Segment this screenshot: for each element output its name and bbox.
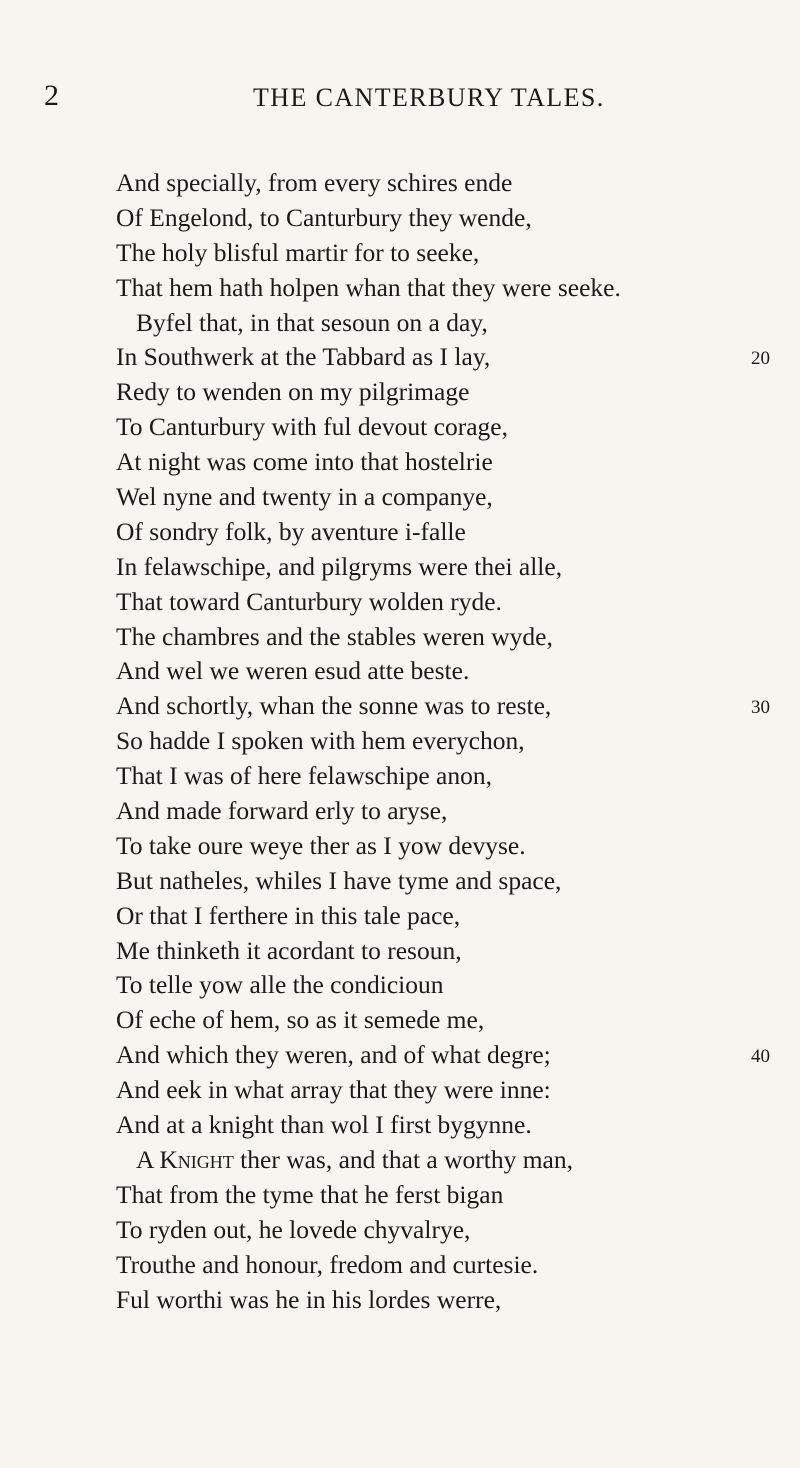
verse-line <box>0 306 800 341</box>
verse-line-text: The chambres and the stables weren wyde, <box>116 621 553 651</box>
verse-line-text: Me thinketh it acordant to resoun, <box>116 935 462 965</box>
line-number: 30 <box>751 697 770 719</box>
running-title: THE CANTERBURY TALES. <box>253 83 605 112</box>
verse-line-text: Of eche of hem, so as it semede me, <box>116 1005 485 1035</box>
verse-line-text: And eek in what array that they were inne: <box>116 1075 551 1105</box>
verse-line <box>0 899 800 934</box>
verse-line-text: And at a knight than wol I first bygynne. <box>116 1110 532 1140</box>
verse-line <box>0 375 800 410</box>
verse-line-text: And wel we weren esud atte beste. <box>116 656 470 686</box>
verse-line-text: Trouthe and honour, fredom and curtesie. <box>116 1249 539 1279</box>
verse-line <box>0 1213 800 1248</box>
line-number: 20 <box>751 348 770 370</box>
verse-line-prefix: A <box>136 1144 160 1174</box>
verse-line <box>0 759 800 794</box>
verse-line-text: That I was of here felawschipe anon, <box>116 761 492 791</box>
verse-line <box>0 864 800 899</box>
verse-line <box>0 515 800 550</box>
verse-line-text: To ryden out, he lovede chyvalrye, <box>116 1214 471 1244</box>
verse-line <box>0 1143 800 1178</box>
verse-line <box>0 480 800 515</box>
verse-line-text: And which they weren, and of what degre; <box>116 1040 551 1070</box>
verse-line <box>0 794 800 829</box>
verse-line <box>0 1178 800 1213</box>
verse-line <box>0 236 800 271</box>
verse-line-text: Of Engelond, to Canturbury they wende, <box>116 202 532 232</box>
verse-line-text <box>136 1143 573 1178</box>
verse-line <box>0 934 800 969</box>
verse-line <box>0 201 800 236</box>
verse-line-text: And specially, from every schires ende <box>116 168 513 197</box>
verse-line <box>0 620 800 655</box>
verse-line <box>0 1073 800 1108</box>
verse-line-text: And made forward erly to aryse, <box>116 796 448 826</box>
verse-line-text: But natheles, whiles I have tyme and space, <box>116 865 562 895</box>
verse-line <box>0 689 800 724</box>
verse-line <box>0 445 800 480</box>
verse-line-text: That hem hath holpen whan that they were seeke. <box>116 272 621 302</box>
verse-line-text: At night was come into that hostelrie <box>116 447 493 477</box>
page-number: 2 <box>44 79 59 112</box>
verse-line-text: That toward Canturbury wolden ryde. <box>116 586 502 616</box>
verse-line <box>0 550 800 585</box>
verse-line-text: Redy to wenden on my pilgrimage <box>116 377 470 407</box>
verse-line-text: To telle yow alle the condicioun <box>116 970 444 1000</box>
verse-line <box>0 1283 800 1318</box>
verse-line-text: Byfel that, in that sesoun on a day, <box>136 307 488 337</box>
verse-line <box>0 1003 800 1038</box>
verse-line-text: Wel nyne and twenty in a companye, <box>116 482 493 512</box>
verse-line <box>0 340 800 375</box>
verse-line-text: To Canturbury with ful devout corage, <box>116 412 508 442</box>
verse-line <box>0 968 800 1003</box>
verse-line-text: Ful worthi was he in his lordes werre, <box>116 1284 502 1314</box>
verse-line <box>0 724 800 759</box>
verse-line-text: In Southwerk at the Tabbard as I lay, <box>116 342 491 372</box>
verse-line-suffix: ther was, and that a worthy man, <box>233 1144 573 1174</box>
verse-line-text: Of sondry folk, by aventure i-falle <box>116 516 466 546</box>
verse-line <box>0 1108 800 1143</box>
verse-line <box>0 1038 800 1073</box>
verse-block <box>0 166 800 1317</box>
verse-line <box>0 1248 800 1283</box>
verse-line-text: In felawschipe, and pilgryms were thei alle, <box>116 551 563 581</box>
verse-line <box>0 271 800 306</box>
verse-line-text: The holy blisful martir for to seeke, <box>116 237 480 267</box>
verse-line <box>0 166 800 201</box>
verse-line <box>0 654 800 689</box>
verse-line-text: So hadde I spoken with hem everychon, <box>116 726 525 756</box>
verse-line <box>0 829 800 864</box>
verse-line-text: Or that I ferthere in this tale pace, <box>116 900 461 930</box>
line-number: 40 <box>751 1046 770 1068</box>
verse-line <box>0 585 800 620</box>
verse-line-text: And schortly, whan the sonne was to reste, <box>116 691 552 721</box>
verse-line <box>0 410 800 445</box>
page-header <box>0 76 800 116</box>
character-name: Knight <box>159 1144 234 1174</box>
verse-line-text: That from the tyme that he ferst bigan <box>116 1179 504 1209</box>
verse-line-text: To take oure weye ther as I yow devyse. <box>116 830 526 860</box>
